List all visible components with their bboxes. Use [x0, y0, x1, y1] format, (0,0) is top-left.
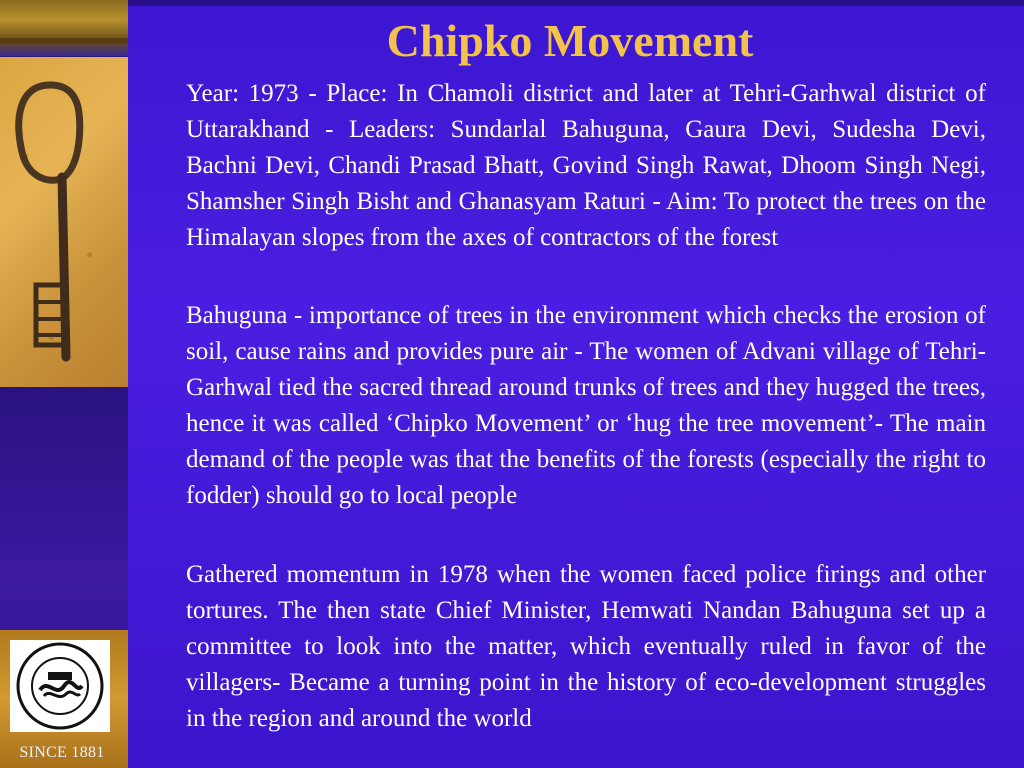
paragraph-bahuguna: Bahuguna - importance of trees in the environment which checks the erosion of soil, cause rains and provides pure air - The women of Advani village of Tehri-Garhwal tied the sacred thread around trunks of trees and they hugged the trees, hence it was called ‘Chipko Movement’ or ‘hug the tree movement’- The main demand of the people was that the benefits of the forests (especially the right to fodder) should go to local people — [186, 302, 986, 509]
since-label: SINCE 1881 — [19, 744, 105, 761]
key-icon — [0, 57, 128, 387]
sidebar-stripe — [0, 38, 128, 44]
sidebar-top-bar — [0, 0, 128, 56]
left-sidebar — [0, 0, 128, 768]
main-top-bar — [128, 0, 1024, 6]
paragraph-momentum: Gathered momentum in 1978 when the women faced police firings and other tortures. The then state Chief Minister, Hemwati Nandan Bahuguna set up a committee to look into the matter, which eventually ruled in favor of the villagers- Became a turning point in the history of eco-development struggles in the region and around the world — [186, 561, 986, 732]
slide-content — [128, 0, 1024, 768]
college-seal-icon — [10, 640, 110, 732]
college-logo — [10, 640, 110, 732]
paragraph-overview: Year: 1973 - Place: In Chamoli district and later at Tehri-Garhwal district of Uttarakhand - Leaders: Sundarlal Bahuguna, Gaura Devi, Sudesha Devi, Bachni Devi, Chandi Prasad Bhatt, Govind Singh Rawat, Dhoom Singh Negi, Shamsher Singh Bisht and Ghanasyam Raturi - Aim: To protect the trees on the Himalayan slopes from the axes of contractors of the forest — [186, 80, 986, 251]
antique-key-image — [0, 57, 128, 387]
slide-title: Chipko Movement — [386, 15, 754, 66]
